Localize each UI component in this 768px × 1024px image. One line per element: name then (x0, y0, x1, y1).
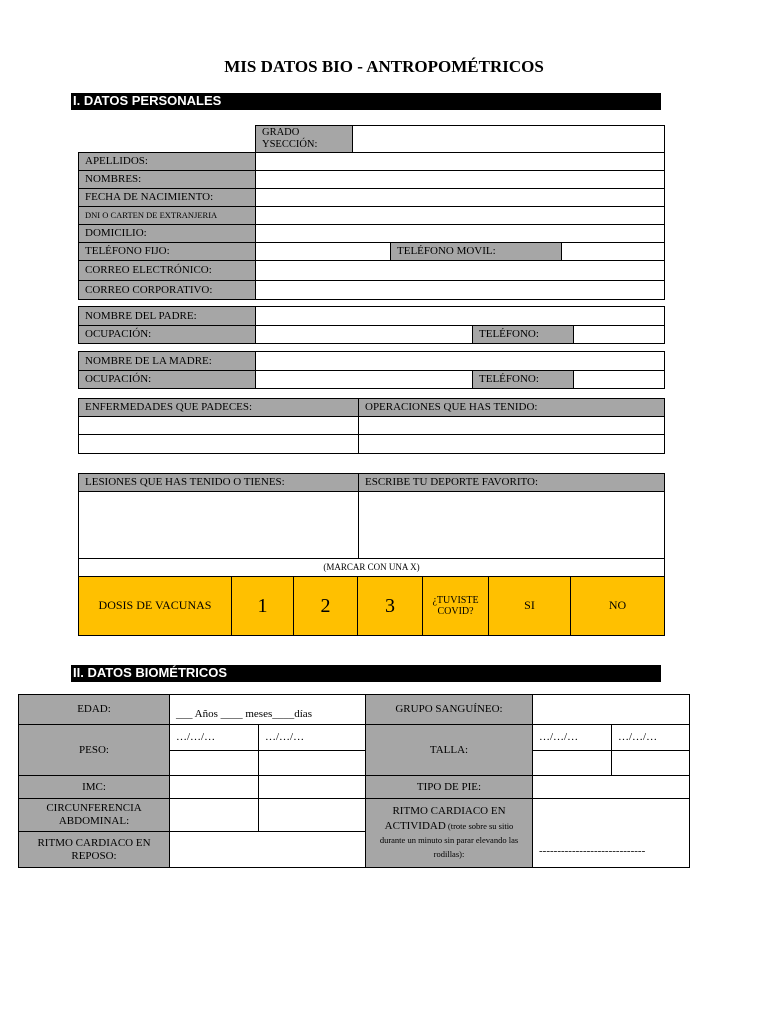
nombres-field[interactable] (255, 170, 665, 189)
lesiones-label: LESIONES QUE HAS TENIDO O TIENES: (78, 473, 359, 492)
peso-value-1[interactable] (169, 750, 259, 776)
dni-field[interactable] (255, 206, 665, 225)
page-title: MIS DATOS BIO - ANTROPOMÉTRICOS (224, 57, 544, 76)
talla-date-1[interactable]: …/…/… (532, 724, 612, 751)
ritmo-actividad-main: RITMO CARDIACO EN ACTIVIDAD (384, 805, 506, 832)
ritmo-reposo-label: RITMO CARDIACO EN REPOSO: (18, 831, 170, 868)
ocupacion-padre-label: OCUPACIÓN: (78, 325, 256, 344)
telefono-fijo-field[interactable] (255, 242, 391, 261)
section-heading-datos-personales: I. DATOS PERSONALES (71, 93, 661, 110)
enfermedades-field-2[interactable] (78, 434, 359, 454)
nombres-label: NOMBRES: (78, 170, 256, 189)
tipo-pie-label: TIPO DE PIE: (365, 775, 533, 799)
imc-field-1[interactable] (169, 775, 259, 799)
nombre-madre-label: NOMBRE DE LA MADRE: (78, 351, 256, 371)
operaciones-field-1[interactable] (358, 416, 665, 435)
ocupacion-padre-field[interactable] (255, 325, 473, 344)
ritmo-actividad-label (365, 798, 533, 868)
correo-electronico-field[interactable] (255, 260, 665, 281)
nombre-madre-field[interactable] (255, 351, 665, 371)
correo-corporativo-label: CORREO CORPORATIVO: (78, 280, 256, 300)
vacunas-label: DOSIS DE VACUNAS (78, 576, 232, 636)
peso-label: PESO: (18, 724, 170, 776)
enfermedades-field-1[interactable] (78, 416, 359, 435)
operaciones-field-2[interactable] (358, 434, 665, 454)
nombre-padre-label: NOMBRE DEL PADRE: (78, 306, 256, 326)
talla-value-1[interactable] (532, 750, 612, 776)
telefono-fijo-label: TELÉFONO FIJO: (78, 242, 256, 261)
talla-date-2[interactable]: …/…/… (611, 724, 690, 751)
domicilio-field[interactable] (255, 224, 665, 243)
telefono-movil-label: TELÉFONO MOVIL: (390, 242, 562, 261)
peso-value-2[interactable] (258, 750, 366, 776)
covid-si-option[interactable]: SI (488, 576, 571, 636)
grado-seccion-field[interactable] (352, 125, 665, 153)
correo-electronico-label: CORREO ELECTRÓNICO: (78, 260, 256, 281)
enfermedades-label: ENFERMEDADES QUE PADECES: (78, 398, 359, 417)
telefono-movil-field[interactable] (561, 242, 665, 261)
fecha-nacimiento-field[interactable] (255, 188, 665, 207)
domicilio-label: DOMICILIO: (78, 224, 256, 243)
peso-date-2[interactable]: …/…/… (258, 724, 366, 751)
covid-no-option[interactable]: NO (570, 576, 665, 636)
grupo-sanguineo-field[interactable] (532, 694, 690, 725)
edad-field[interactable]: ___ Años ____ meses____días (169, 694, 366, 725)
grupo-sanguineo-label: GRUPO SANGUÍNEO: (365, 694, 533, 725)
vacuna-dosis-1[interactable]: 1 (231, 576, 294, 636)
apellidos-field[interactable] (255, 152, 665, 171)
peso-date-1[interactable]: …/…/… (169, 724, 259, 751)
telefono-padre-field[interactable] (573, 325, 665, 344)
vacuna-dosis-2[interactable]: 2 (293, 576, 358, 636)
ocupacion-madre-label: OCUPACIÓN: (78, 370, 256, 389)
telefono-madre-label: TELÉFONO: (472, 370, 574, 389)
lesiones-field[interactable] (78, 491, 359, 559)
circunferencia-field-1[interactable] (169, 798, 259, 832)
nombre-padre-field[interactable] (255, 306, 665, 326)
deporte-field[interactable] (358, 491, 665, 559)
ritmo-actividad-note: (trote sobre su sitio durante un minuto sin parar elevando las rodillas): (379, 820, 519, 860)
correo-corporativo-field[interactable] (255, 280, 665, 300)
ritmo-actividad-field[interactable]: ----------------------------- (532, 798, 690, 868)
ocupacion-madre-field[interactable] (255, 370, 473, 389)
deporte-label: ESCRIBE TU DEPORTE FAVORITO: (358, 473, 665, 492)
circunferencia-abdominal-label: CIRCUNFERENCIA ABDOMINAL: (18, 798, 170, 832)
dni-label: DNI O CARTEN DE EXTRANJERIA (78, 206, 256, 225)
tipo-pie-field[interactable] (532, 775, 690, 799)
circunferencia-field-2[interactable] (258, 798, 366, 832)
grado-seccion-label: GRADO YSECCIÓN: (255, 125, 353, 153)
talla-label: TALLA: (365, 724, 533, 776)
ritmo-reposo-field[interactable] (169, 831, 366, 868)
imc-field-2[interactable] (258, 775, 366, 799)
telefono-padre-label: TELÉFONO: (472, 325, 574, 344)
section-heading-datos-biometricos: II. DATOS BIOMÉTRICOS (71, 665, 661, 682)
edad-label: EDAD: (18, 694, 170, 725)
vacuna-dosis-3[interactable]: 3 (357, 576, 423, 636)
talla-value-2[interactable] (611, 750, 690, 776)
apellidos-label: APELLIDOS: (78, 152, 256, 171)
marcar-instruction: (MARCAR CON UNA X) (78, 558, 665, 577)
telefono-madre-field[interactable] (573, 370, 665, 389)
tuviste-covid-label: ¿TUVISTE COVID? (422, 576, 489, 636)
operaciones-label: OPERACIONES QUE HAS TENIDO: (358, 398, 665, 417)
imc-label: IMC: (18, 775, 170, 799)
fecha-nacimiento-label: FECHA DE NACIMIENTO: (78, 188, 256, 207)
